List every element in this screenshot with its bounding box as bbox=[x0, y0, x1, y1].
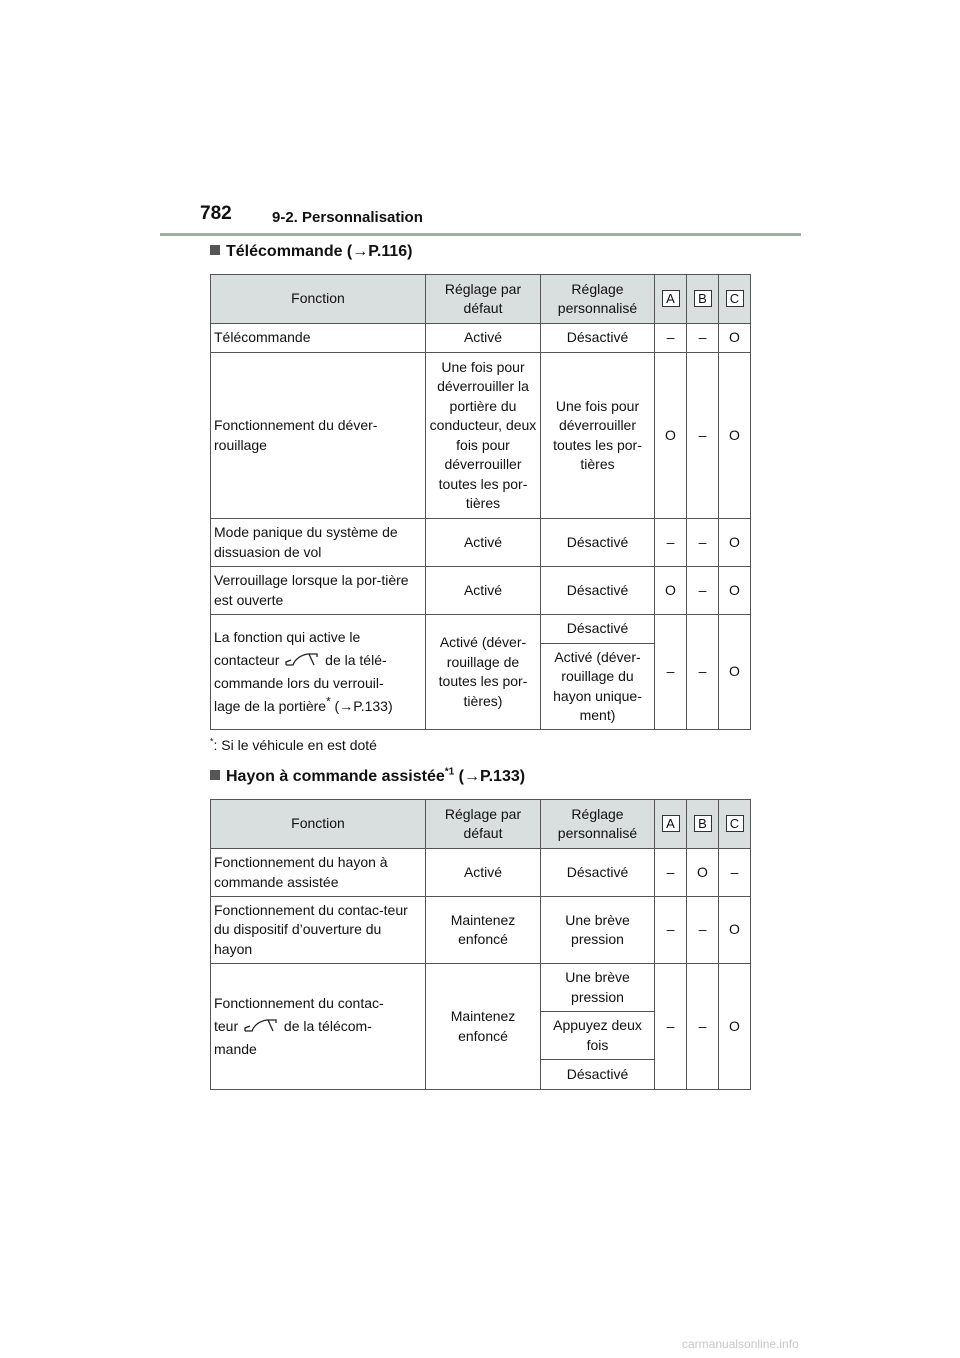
cell-defaut: Maintenez enfoncé bbox=[426, 897, 541, 964]
col-c bbox=[719, 800, 751, 849]
cell-fonction: Télécommande bbox=[211, 324, 426, 353]
table1-heading-text: Télécommande ( bbox=[226, 243, 353, 260]
col-fonction: Fonction bbox=[211, 800, 426, 849]
cell-b: – bbox=[687, 324, 719, 353]
table1-header-row bbox=[211, 275, 751, 324]
table-row bbox=[211, 324, 751, 353]
table2-heading: Hayon à commande assistée$^{*1}$ (→P.133) bbox=[210, 768, 525, 786]
cell-b: – bbox=[687, 567, 719, 615]
col-reglage-defaut: Réglage par défaut bbox=[426, 800, 541, 849]
cell-c: O bbox=[719, 897, 751, 964]
cell-a: – bbox=[655, 964, 687, 1090]
cell-fonction: Mode panique du système de dissuasion de vol bbox=[211, 519, 426, 567]
cell-b: – bbox=[687, 615, 719, 730]
cell-b: O bbox=[687, 849, 719, 897]
table-row bbox=[211, 353, 751, 519]
watermark: carmanualsonline.info bbox=[682, 1337, 799, 1351]
table1-heading-ref[interactable]: P.116) bbox=[368, 243, 413, 260]
table2 bbox=[210, 799, 751, 1090]
col-fonction: Fonction bbox=[211, 275, 426, 324]
table-row bbox=[211, 615, 751, 644]
fonction-line: mande bbox=[214, 1041, 257, 1057]
col-a bbox=[655, 800, 687, 849]
table-row bbox=[211, 897, 751, 964]
cell-b: – bbox=[687, 964, 719, 1090]
table-row bbox=[211, 567, 751, 615]
cell-perso: Désactivé bbox=[541, 615, 655, 644]
table2-heading-ref[interactable]: P.133) bbox=[480, 768, 526, 785]
cell-fonction: Verrouillage lorsque la por-tière est ouverte bbox=[211, 567, 426, 615]
cell-a: – bbox=[655, 615, 687, 730]
cell-perso: Appuyez deux fois bbox=[541, 1012, 655, 1060]
cell-c: – bbox=[719, 849, 751, 897]
cell-b: – bbox=[687, 353, 719, 519]
cell-defaut: Maintenez enfoncé bbox=[426, 964, 541, 1090]
table-row bbox=[211, 849, 751, 897]
cell-a: – bbox=[655, 849, 687, 897]
cell-c: O bbox=[719, 324, 751, 353]
cell-perso: Activé (déver-rouillage du hayon unique-ment) bbox=[541, 644, 655, 730]
table-row bbox=[211, 519, 751, 567]
col-a-label: A bbox=[662, 290, 680, 307]
cell-defaut: Une fois pour déverrouiller la portière du conducteur, deux fois pour déverrouiller toutes les por-tières bbox=[426, 353, 541, 519]
right-arrow-icon: → bbox=[339, 698, 354, 714]
cell-fonction: Fonctionnement du hayon à commande assistée bbox=[211, 849, 426, 897]
right-arrow-icon: → bbox=[352, 243, 369, 260]
fonction-line: Fonctionnement du contac- bbox=[214, 995, 384, 1011]
cell-defaut: Activé (déver-rouillage de toutes les por-tières) bbox=[426, 615, 541, 730]
fonction-line: de la télé- bbox=[325, 652, 387, 668]
header-rule bbox=[160, 233, 801, 236]
col-c-label: C bbox=[726, 290, 744, 307]
footnote-marker: *1 bbox=[444, 766, 455, 778]
cell-a: – bbox=[655, 519, 687, 567]
cell-a: O bbox=[655, 567, 687, 615]
cell-a: – bbox=[655, 324, 687, 353]
car-back-door-icon bbox=[285, 652, 319, 668]
cell-perso: Une brève pression bbox=[541, 964, 655, 1012]
cell-b: – bbox=[687, 897, 719, 964]
fonction-line: de la télécom- bbox=[283, 1018, 372, 1034]
col-b bbox=[687, 275, 719, 324]
col-c bbox=[719, 275, 751, 324]
col-b-label: B bbox=[694, 290, 712, 307]
table1 bbox=[210, 274, 751, 730]
car-back-door-icon bbox=[244, 1018, 278, 1034]
cell-fonction: Fonctionnement du contac-teur du dispositif d’ouverture du hayon bbox=[211, 897, 426, 964]
page-reference[interactable]: P.133) bbox=[353, 698, 393, 714]
cell-c: O bbox=[719, 519, 751, 567]
cell-b: – bbox=[687, 519, 719, 567]
cell-perso: Désactivé bbox=[541, 849, 655, 897]
table1-heading bbox=[210, 243, 412, 261]
cell-perso: Désactivé bbox=[541, 1060, 655, 1090]
section-title: 9-2. Personnalisation bbox=[272, 209, 423, 226]
footnote-text: : Si le véhicule en est doté bbox=[213, 737, 377, 753]
cell-perso: Désactivé bbox=[541, 519, 655, 567]
cell-fonction: La fonction qui active le contacteur de la télé- commande lors du verrouil- lage de la portière* (→P.133) bbox=[211, 615, 426, 730]
col-a-label: A bbox=[662, 815, 680, 832]
cell-defaut: Activé bbox=[426, 567, 541, 615]
col-reglage-defaut: Réglage par défaut bbox=[426, 275, 541, 324]
col-a bbox=[655, 275, 687, 324]
cell-perso: Une brève pression bbox=[541, 897, 655, 964]
cell-c: O bbox=[719, 615, 751, 730]
footnote-marker: * bbox=[326, 695, 331, 709]
cell-defaut: Activé bbox=[426, 849, 541, 897]
square-bullet-icon bbox=[210, 770, 220, 780]
fonction-line: contacteur bbox=[214, 652, 280, 668]
fonction-line: La fonction qui active le bbox=[214, 629, 361, 645]
cell-perso: Désactivé bbox=[541, 567, 655, 615]
cell-fonction: Fonctionnement du déver-rouillage bbox=[211, 353, 426, 519]
right-arrow-icon: → bbox=[464, 768, 480, 785]
cell-a: O bbox=[655, 353, 687, 519]
cell-defaut: Activé bbox=[426, 324, 541, 353]
table2-header-row bbox=[211, 800, 751, 849]
cell-defaut: Activé bbox=[426, 519, 541, 567]
table2-heading-text: Hayon à commande assistée bbox=[226, 768, 445, 785]
cell-c: O bbox=[719, 567, 751, 615]
footnote bbox=[210, 737, 377, 753]
page-number: 782 bbox=[200, 203, 232, 224]
cell-perso: Désactivé bbox=[541, 324, 655, 353]
col-reglage-perso: Réglage personnalisé bbox=[541, 800, 655, 849]
footnote-marker: * bbox=[210, 736, 214, 747]
cell-fonction bbox=[211, 964, 426, 1090]
col-c-label: C bbox=[726, 815, 744, 832]
cell-c: O bbox=[719, 964, 751, 1090]
square-bullet-icon bbox=[210, 245, 220, 255]
col-b bbox=[687, 800, 719, 849]
table-row bbox=[211, 964, 751, 1012]
cell-perso: Une fois pour déverrouiller toutes les por-tières bbox=[541, 353, 655, 519]
col-reglage-perso: Réglage personnalisé bbox=[541, 275, 655, 324]
cell-c: O bbox=[719, 353, 751, 519]
col-b-label: B bbox=[694, 815, 712, 832]
fonction-line: lage de la portière bbox=[214, 698, 327, 714]
fonction-line: teur bbox=[214, 1018, 239, 1034]
cell-a: – bbox=[655, 897, 687, 964]
fonction-line: commande lors du verrouil- bbox=[214, 675, 384, 691]
